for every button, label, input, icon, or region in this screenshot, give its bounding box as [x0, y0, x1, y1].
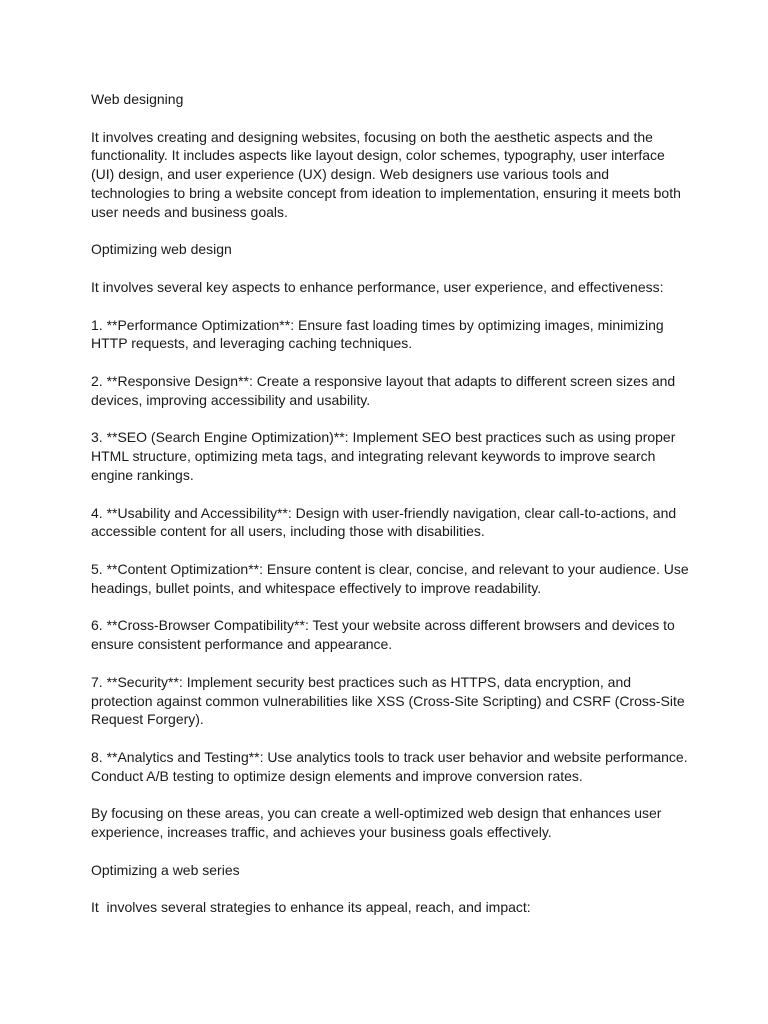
heading-optimizing-web-series: Optimizing a web series	[91, 861, 240, 878]
paragraph-conclusion: By focusing on these areas, you can create a well-optimized web design that enhances user experience, increases traffic, and achieves your business goals effectively.	[91, 805, 662, 841]
heading-optimizing-web-design: Optimizing web design	[91, 241, 232, 258]
document-body	[91, 90, 691, 936]
list-item-seo: 3. **SEO (Search Engine Optimization)**: Implement SEO best practices such as using proper HTML structure, optimizing meta tags, and integrating relevant keywords to improve search engine rankings.	[91, 429, 676, 483]
list-item-usability-accessibility: 4. **Usability and Accessibility**: Design with user-friendly navigation, clear call-to-actions, and accessible content for all users, including those with disabilities.	[91, 504, 677, 540]
list-item-cross-browser-compatibility: 6. **Cross-Browser Compatibility**: Test your website across different browsers and devices to ensure consistent performance and appearance.	[91, 617, 675, 653]
list-item-analytics-testing: 8. **Analytics and Testing**: Use analytics tools to track user behavior and website performance. Conduct A/B testing to optimize design elements and improve conversion rates.	[91, 748, 688, 784]
paragraph-optimizing-web-series-intro: It involves several strategies to enhance its appeal, reach, and impact:	[91, 899, 531, 916]
list-item-performance-optimization: 1. **Performance Optimization**: Ensure fast loading times by optimizing images, minimizing HTTP requests, and leveraging caching techniques.	[91, 316, 664, 352]
list-item-content-optimization: 5. **Content Optimization**: Ensure content is clear, concise, and relevant to your audience. Use headings, bullet points, and whitespace effectively to improve readability.	[91, 560, 689, 596]
heading-web-designing: Web designing	[91, 91, 184, 107]
list-item-security: 7. **Security**: Implement security best practices such as HTTPS, data encryption, and protection against common vulnerabilities like XSS (Cross-Site Scripting) and CSRF (Cross-Site Request Forgery).	[91, 673, 685, 728]
list-item-responsive-design: 2. **Responsive Design**: Create a responsive layout that adapts to different screen sizes and devices, improving accessibility and usability.	[91, 372, 676, 408]
paragraph-web-designing-intro: It involves creating and designing websites, focusing on both the aesthetic aspects and the functionality. It includes aspects like layout design, color schemes, typography, user interface (UI) design, and user experience (UX) design. Web designers use various tools and technologies to bring a website concept from ideation to implementation, ensuring it meets both user needs and business goals.	[91, 128, 681, 220]
paragraph-optimizing-web-design-intro: It involves several key aspects to enhance performance, user experience, and effectiveness:	[91, 278, 664, 295]
